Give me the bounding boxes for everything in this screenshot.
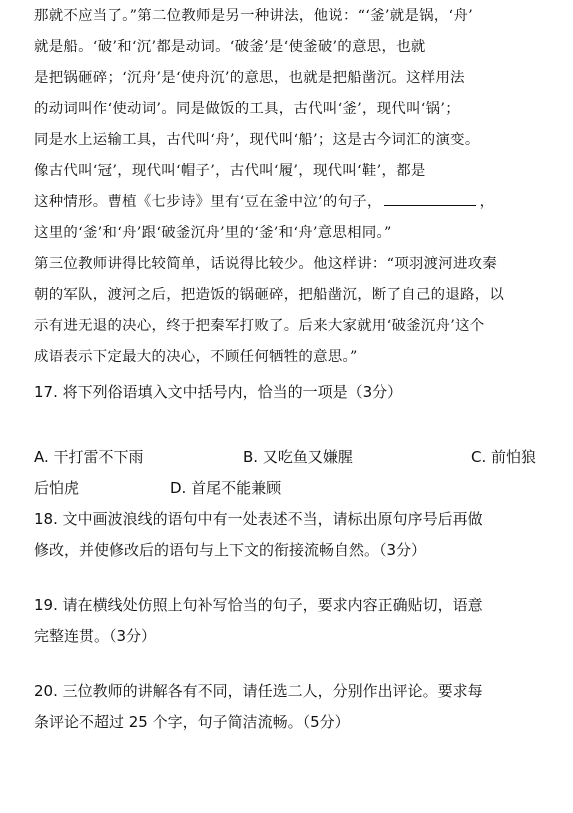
passage-line-with-blank	[34, 192, 549, 212]
passage-line: 成语表示下定最大的决心，不顾任何牺牲的意思。”	[34, 349, 358, 365]
question-20-line: 20. 三位教师的讲解各有不同，请任选二人，分别作出评论。要求每	[34, 682, 483, 700]
question-19-line: 完整连贯。（3分）	[34, 627, 157, 645]
passage-line: 的动词叫作‘使动词’。同是做饭的工具，古代叫‘釜’，现代叫‘锅’；	[34, 101, 460, 117]
passage-line: 那就不应当了。”第二位教师是另一种讲法，他说：“‘釜’就是锅，‘舟’	[34, 8, 473, 24]
passage-line: 第三位教师讲得比较简单，话说得比较少。他这样讲：“项羽渡河进攻秦	[34, 256, 498, 272]
passage-line: 是把锅砸碎；‘沉舟’是‘使舟沉’的意思，也就是把船凿沉。这样用法	[34, 70, 465, 86]
question-18-line: 修改，并使修改后的语句与上下文的衔接流畅自然。（3分）	[34, 541, 427, 559]
passage-line: 像古代叫‘冠’，现代叫‘帽子’，古代叫‘履’，现代叫‘鞋’，都是	[34, 163, 426, 179]
passage-line: 就是船。‘破’和‘沉’都是动词。‘破釜’是‘使釜破’的意思，也就	[34, 39, 426, 55]
question-19-line: 19. 请在横线处仿照上句补写恰当的句子，要求内容正确贴切，语意	[34, 596, 483, 614]
fill-in-blank[interactable]	[384, 193, 476, 206]
passage-line: 朝的军队，渡河之后，把造饭的锅砸碎，把船凿沉，断了自己的退路，以	[34, 287, 505, 303]
q17-option-d[interactable]: D. 首尾不能兼顾	[170, 479, 282, 497]
question-17-stem: 17. 将下列俗语填入文中括号内，恰当的一项是（3分）	[34, 383, 403, 401]
passage-line: 这种情形。曹植《七步诗》里有‘豆在釜中泣’的句子，	[34, 194, 382, 210]
q17-option-c-continued: 后怕虎	[34, 479, 80, 497]
passage-line: 示有进无退的决心，终于把秦军打败了。后来大家就用‘破釜沉舟’这个	[34, 318, 485, 334]
question-18-line: 18. 文中画波浪线的语句中有一处表述不当，请标出原句序号后再做	[34, 510, 483, 528]
q17-option-b[interactable]: B. 又吃鱼又嫌腥	[243, 448, 353, 466]
passage-line: 同是水上运输工具，古代叫‘舟’，现代叫‘船’；这是古今词汇的演变。	[34, 132, 480, 148]
passage-line: 这里的‘釜’和‘舟’跟‘破釜沉舟’里的‘釜’和‘舟’意思相同。”	[34, 225, 392, 241]
q17-option-c[interactable]: C. 前怕狼	[471, 448, 537, 466]
question-20-line: 条评论不超过 25 个字，句子简洁流畅。（5分）	[34, 713, 350, 731]
q17-option-a[interactable]: A. 干打雷不下雨	[34, 448, 144, 466]
blank-suffix: ，	[479, 194, 495, 210]
